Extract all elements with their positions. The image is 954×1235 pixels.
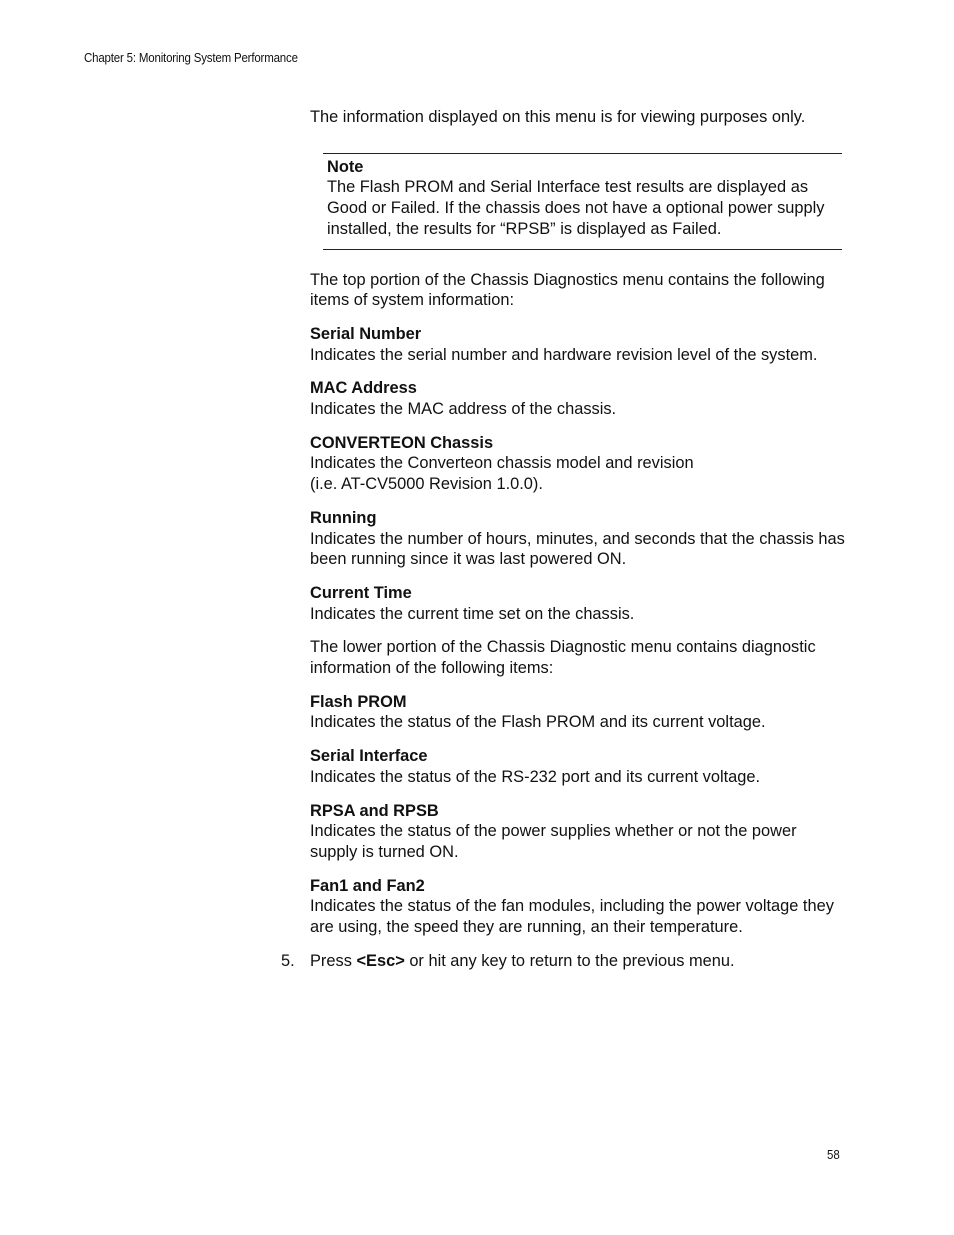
lower-intro-paragraph: The lower portion of the Chassis Diagnostic menu contains diagnostic information of the following items:	[310, 638, 816, 678]
item-running	[310, 508, 845, 570]
item-title: Serial Interface	[310, 747, 428, 766]
item-description: Indicates the status of the power supplies whether or not the power supply is turned ON.	[310, 822, 797, 861]
item-serial-interface	[310, 746, 845, 787]
step-text-prefix: Press	[310, 952, 357, 970]
item-description: Indicates the current time set on the chassis.	[310, 604, 635, 623]
item-title: CONVERTEON Chassis	[310, 433, 494, 452]
running-header: Chapter 5: Monitoring System Performance	[84, 51, 298, 65]
item-description: Indicates the status of the Flash PROM and its current voltage.	[310, 713, 766, 732]
item-description: Indicates the serial number and hardware revision level of the system.	[310, 345, 818, 364]
step-text-suffix: or hit any key to return to the previous menu.	[404, 952, 735, 970]
item-description: Indicates the Converteon chassis model and revision	[310, 454, 694, 473]
note-body: The Flash PROM and Serial Interface test results are displayed as Good or Failed. If the chassis does not have a optional power supply installed, the results for “RPSB” is displayed as Failed.	[327, 178, 825, 238]
main-content	[310, 107, 845, 951]
item-description: Indicates the status of the fan modules, including the power voltage they are using, the speed they are running, an their temperature.	[310, 897, 834, 937]
item-description: Indicates the MAC address of the chassis.	[310, 400, 617, 419]
item-title: Serial Number	[310, 324, 422, 343]
upper-intro-paragraph: The top portion of the Chassis Diagnostics menu contains the following items of system information:	[310, 270, 825, 310]
item-description-example: (i.e. AT-CV5000 Revision 1.0.0).	[310, 475, 543, 494]
item-title: Flash PROM	[310, 692, 407, 711]
item-current-time	[310, 583, 845, 624]
page-number: 58	[827, 1148, 840, 1162]
item-converteon-chassis	[310, 433, 845, 495]
item-rpsa-rpsb	[310, 801, 845, 863]
item-title: Fan1 and Fan2	[310, 876, 425, 895]
step-5	[281, 951, 851, 972]
esc-key-label: <Esc>	[356, 952, 405, 970]
item-title: MAC Address	[310, 379, 417, 398]
item-description: Indicates the status of the RS-232 port and its current voltage.	[310, 767, 761, 786]
item-mac-address	[310, 378, 845, 419]
intro-paragraph: The information displayed on this menu is for viewing purposes only.	[310, 108, 806, 126]
step-number: 5.	[281, 952, 295, 970]
item-title: RPSA and RPSB	[310, 801, 439, 820]
item-title: Current Time	[310, 583, 412, 602]
item-title: Running	[310, 508, 377, 527]
item-description: Indicates the number of hours, minutes, and seconds that the chassis has been running since it was last powered ON.	[310, 529, 845, 569]
item-fans	[310, 876, 845, 938]
item-flash-prom	[310, 692, 845, 733]
note-box	[323, 153, 842, 250]
note-title: Note	[327, 157, 364, 176]
item-serial-number	[310, 324, 845, 365]
